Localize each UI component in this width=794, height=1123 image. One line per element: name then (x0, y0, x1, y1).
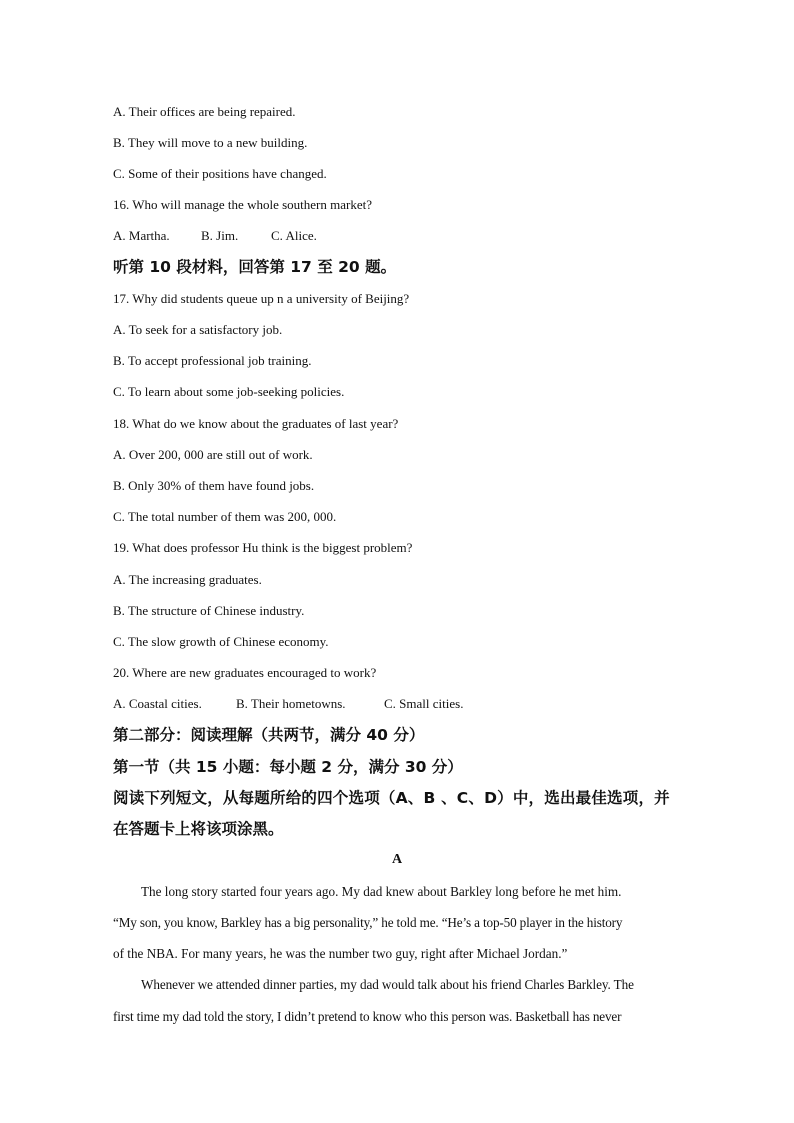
q15-option-a: A. Their offices are being repaired. (113, 104, 296, 119)
q20-option-c: C. Small cities. (384, 696, 464, 711)
q18-question: 18. What do we know about the graduates of last year? (113, 416, 399, 431)
passage-line-2: “My son, you know, Barkley has a big personality,” he told me. “He’s a top-50 player in the history (113, 915, 623, 930)
q16-question: 16. Who will manage the whole southern market? (113, 197, 372, 212)
q17-option-b: B. To accept professional job training. (113, 353, 312, 368)
q19-option-a: A. The increasing graduates. (113, 572, 262, 587)
q19-question: 19. What does professor Hu think is the biggest problem? (113, 540, 413, 555)
q18-option-a: A. Over 200, 000 are still out of work. (113, 447, 313, 462)
q20-options (113, 695, 463, 713)
q20-option-a: A. Coastal cities. (113, 696, 202, 711)
q16-options (113, 227, 317, 245)
q19-option-b: B. The structure of Chinese industry. (113, 603, 305, 618)
q17-option-a: A. To seek for a satisfactory job. (113, 322, 283, 337)
passage-label: A (391, 852, 403, 867)
q15-option-b: B. They will move to a new building. (113, 135, 308, 150)
q17-question: 17. Why did students queue up n a university of Beijing? (113, 291, 410, 306)
section1-heading: 第一节（共 15 小题：每小题 2 分，满分 30 分） (113, 758, 463, 776)
instructions-line-1: 阅读下列短文，从每题所给的四个选项（A、B 、C、D）中，选出最佳选项，并 (113, 789, 670, 807)
passage-line-5: first time my dad told the story, I didn’t pretend to know who this person was. Basketball has never (113, 1009, 622, 1024)
part2-heading: 第二部分：阅读理解（共两节，满分 40 分） (113, 726, 425, 744)
passage-line-4: Whenever we attended dinner parties, my dad would talk about his friend Charles Barkley. The (141, 977, 634, 992)
q20-option-b: B. Their hometowns. (236, 696, 346, 711)
passage-line-1: The long story started four years ago. My dad knew about Barkley long before he met him. (141, 884, 622, 899)
q16-option-a: A. Martha. (113, 228, 170, 243)
q18-option-b: B. Only 30% of them have found jobs. (113, 478, 315, 493)
q16-option-c: C. Alice. (271, 228, 317, 243)
instructions-line-2: 在答题卡上将该项涂黑。 (113, 820, 284, 838)
q15-option-c: C. Some of their positions have changed. (113, 166, 327, 181)
section-10-heading: 听第 10 段材料，回答第 17 至 20 题。 (113, 258, 397, 276)
q18-option-c: C. The total number of them was 200, 000. (113, 509, 337, 524)
q19-option-c: C. The slow growth of Chinese economy. (113, 634, 329, 649)
q20-question: 20. Where are new graduates encouraged to work? (113, 665, 377, 680)
q17-option-c: C. To learn about some job-seeking policies. (113, 384, 345, 399)
q16-option-b: B. Jim. (201, 228, 239, 243)
passage-line-3: of the NBA. For many years, he was the number two guy, right after Michael Jordan.” (113, 946, 568, 961)
